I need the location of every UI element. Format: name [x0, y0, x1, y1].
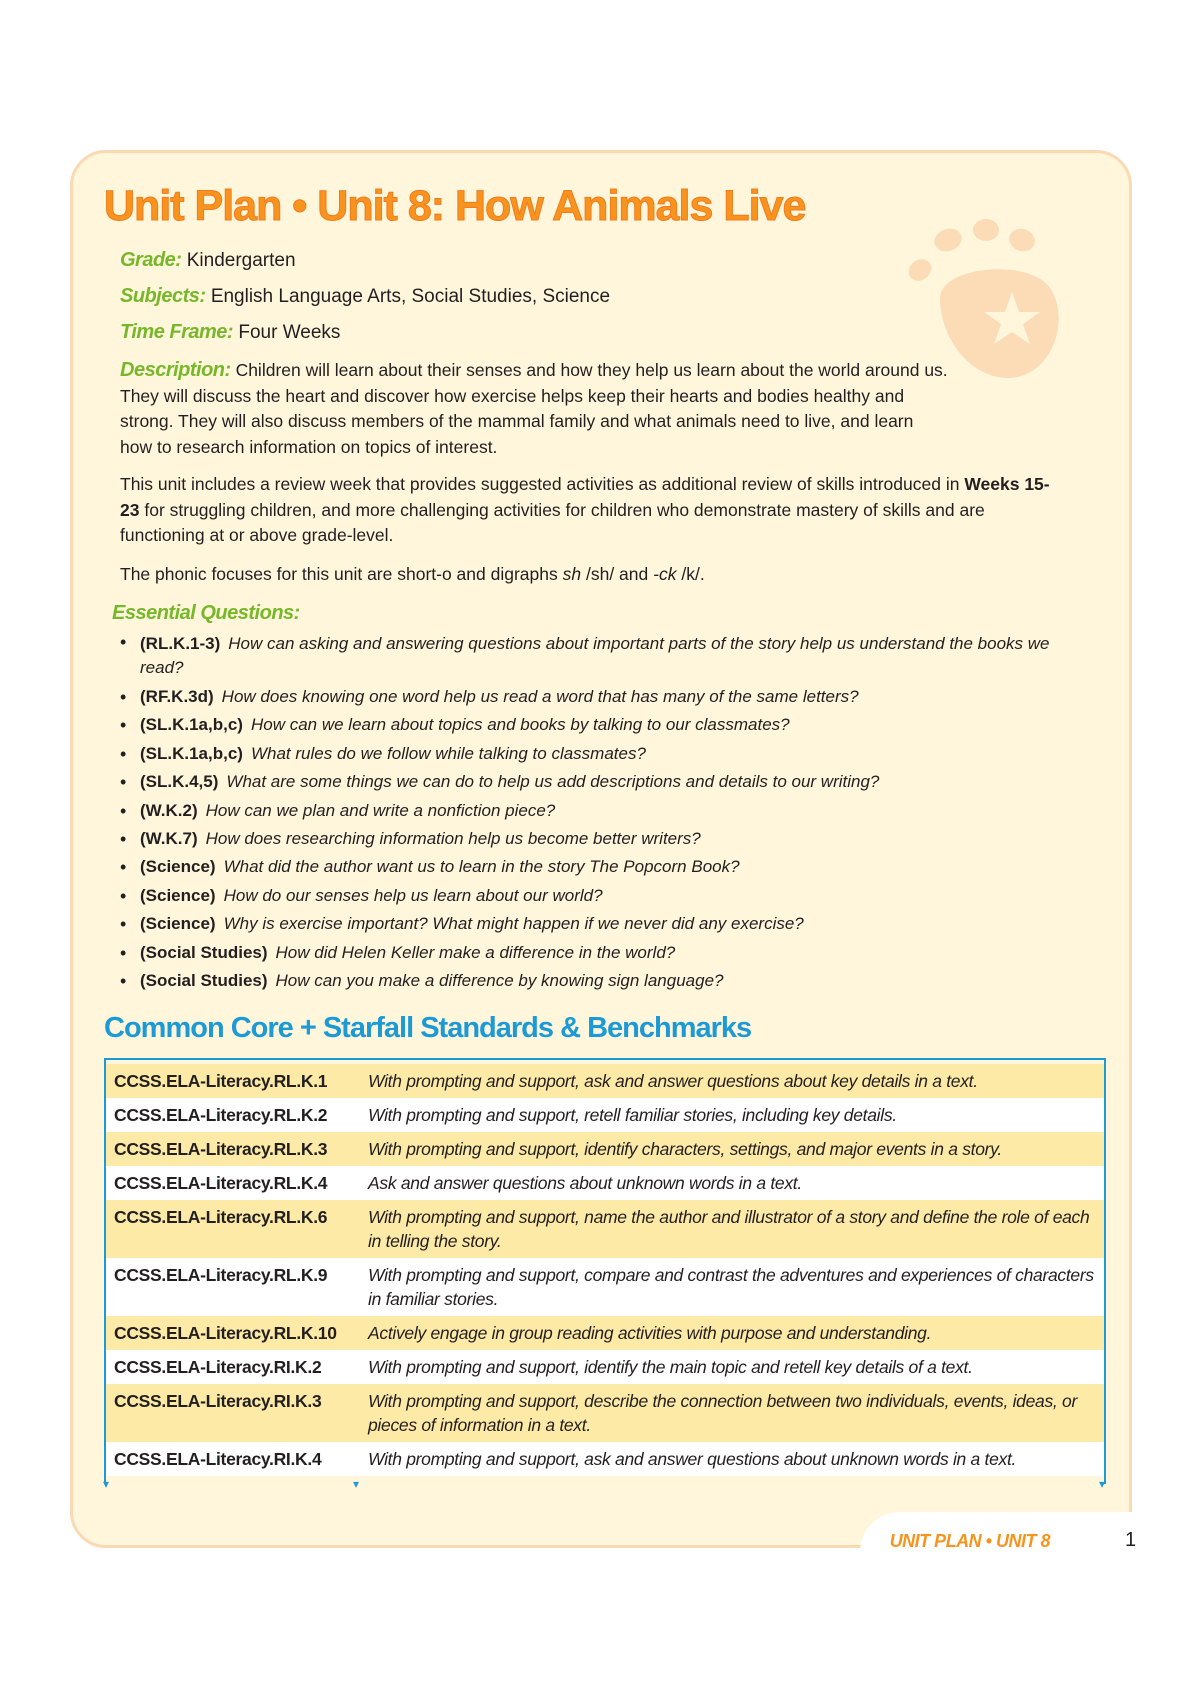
standard-text: With prompting and support, ask and answer questions about key details in a text. — [368, 1071, 978, 1091]
essential-question-item — [118, 853, 1078, 881]
question-code: (SL.K.1a,b,c) — [140, 715, 243, 735]
review-paragraph — [120, 472, 1050, 549]
question-code: (SL.K.1a,b,c) — [140, 743, 243, 763]
question-text: How can you make a difference by knowing sign language? — [275, 971, 724, 991]
timeframe-line — [120, 320, 340, 345]
arrow-down-icon: ▾ — [103, 1477, 110, 1491]
question-text: What rules do we follow while talking to classmates? — [250, 743, 646, 763]
standard-code: CCSS.ELA-Literacy.RL.K.10 — [114, 1323, 337, 1343]
phonic-ck: -ck — [653, 564, 677, 584]
question-text: What are some things we can do to help us add descriptions and details to our writing? — [226, 772, 880, 792]
question-text: How can we learn about topics and books by talking to our classmates? — [250, 715, 790, 735]
arrow-down-icon: ▾ — [1099, 1477, 1106, 1491]
description-text: Children will learn about their senses and how they help us learn about the world around us. They will discuss the heart and discover how exercise helps keep their hearts and bodies healthy and strong. They will also discuss members of the mammal family and what animals need to live, and learn how to research information on topics of interest. — [120, 360, 948, 457]
standard-text: With prompting and support, ask and answer questions about unknown words in a text. — [368, 1449, 1017, 1469]
standard-row — [106, 1098, 1104, 1132]
standards-heading: Common Core + Starfall Standards & Benchmarks — [104, 1012, 752, 1044]
question-text: How does knowing one word help us read a word that has many of the same letters? — [221, 687, 859, 706]
question-text: How do our senses help us learn about our world? — [223, 885, 603, 905]
question-text: How can asking and answering questions about important parts of the story help us understand the books we read? — [140, 634, 1050, 677]
essential-question-item — [118, 797, 1078, 825]
grade-label: Grade: — [120, 249, 182, 271]
standard-row — [106, 1132, 1104, 1166]
phonic-paragraph — [120, 562, 1050, 588]
phonic-sh: sh — [562, 564, 582, 584]
standard-text: With prompting and support, retell familiar stories, including key details. — [368, 1105, 897, 1125]
description-label: Description: — [120, 359, 231, 381]
question-code: (SL.K.4,5) — [140, 772, 219, 792]
page-number: 1 — [1125, 1529, 1137, 1551]
question-code: (Science) — [140, 914, 216, 934]
question-text: How can we plan and write a nonfiction piece? — [205, 800, 556, 820]
standard-code: CCSS.ELA-Literacy.RL.K.3 — [114, 1139, 328, 1159]
essential-question-item — [118, 711, 1078, 739]
essential-question-item — [118, 630, 1078, 683]
standard-code: CCSS.ELA-Literacy.RI.K.3 — [114, 1391, 322, 1411]
standard-code: CCSS.ELA-Literacy.RL.K.1 — [114, 1071, 328, 1091]
question-text: How does researching information help us become better writers? — [205, 829, 701, 849]
review-weeks: Weeks 15-23 — [120, 474, 1050, 520]
question-code: (Science) — [140, 857, 216, 877]
standard-code: CCSS.ELA-Literacy.RL.K.2 — [114, 1105, 328, 1125]
question-code: (W.K.7) — [140, 829, 198, 849]
essential-questions-list — [118, 630, 1078, 995]
standard-code: CCSS.ELA-Literacy.RL.K.4 — [114, 1173, 328, 1193]
essential-question-item — [118, 967, 1078, 995]
question-code: (Social Studies) — [140, 942, 268, 962]
question-code: (Social Studies) — [140, 971, 268, 991]
essential-questions-heading: Essential Questions: — [112, 602, 300, 624]
standard-text: With prompting and support, identify characters, settings, and major events in a story. — [368, 1139, 1002, 1159]
question-text: How did Helen Keller make a difference in the world? — [275, 942, 676, 962]
question-text: What did the author want us to learn in the story The Popcorn Book? — [223, 857, 740, 877]
subjects-label: Subjects: — [120, 285, 206, 307]
standard-row — [106, 1258, 1104, 1316]
standard-row — [106, 1316, 1104, 1350]
question-code: (W.K.2) — [140, 800, 198, 820]
phonic-text: The phonic focuses for this unit are short-o and digraphs — [120, 564, 558, 584]
standard-row — [106, 1064, 1104, 1098]
standard-code: CCSS.ELA-Literacy.RI.K.2 — [114, 1357, 322, 1377]
standard-text: Actively engage in group reading activities with purpose and understanding. — [368, 1323, 932, 1343]
grade-value: Kindergarten — [186, 250, 296, 271]
standards-table — [104, 1058, 1106, 1484]
standard-row — [106, 1384, 1104, 1442]
standard-row — [106, 1350, 1104, 1384]
standard-text: Ask and answer questions about unknown words in a text. — [368, 1173, 802, 1193]
essential-question-item — [118, 740, 1078, 768]
question-code: (RL.K.1-3) — [140, 634, 221, 653]
standard-row — [106, 1166, 1104, 1200]
page-title: Unit Plan • Unit 8: How Animals Live — [104, 182, 806, 230]
standard-row — [106, 1200, 1104, 1258]
essential-question-item — [118, 882, 1078, 910]
timeframe-value: Four Weeks — [238, 322, 341, 343]
standard-row — [106, 1442, 1104, 1476]
question-code: (RF.K.3d) — [140, 687, 214, 706]
question-code: (Science) — [140, 885, 216, 905]
grade-line — [120, 248, 296, 273]
standard-text: With prompting and support, describe the connection between two individuals, events, ideas, or pieces of information in a text. — [368, 1391, 1078, 1435]
essential-question-item — [118, 939, 1078, 967]
essential-question-item — [118, 825, 1078, 853]
subjects-value: English Language Arts, Social Studies, Science — [210, 286, 611, 307]
standard-code: CCSS.ELA-Literacy.RL.K.6 — [114, 1207, 328, 1227]
standard-text: With prompting and support, name the author and illustrator of a story and define the role of each in telling the story. — [368, 1207, 1090, 1251]
standard-code: CCSS.ELA-Literacy.RL.K.9 — [114, 1265, 328, 1285]
standard-text: With prompting and support, identify the main topic and retell key details of a text. — [368, 1357, 973, 1377]
phonic-sh-sound: /sh/ and — [585, 564, 649, 584]
essential-question-item — [118, 683, 1078, 711]
timeframe-label: Time Frame: — [120, 321, 234, 343]
question-text: Why is exercise important? What might happen if we never did any exercise? — [223, 914, 804, 934]
footer-label: UNIT PLAN • UNIT 8 — [889, 1531, 1050, 1551]
review-text-after: for struggling children, and more challenging activities for children who demonstrate mastery of skills and are functioning at or above grade-level. — [120, 499, 985, 545]
description — [120, 358, 950, 460]
standard-code: CCSS.ELA-Literacy.RI.K.4 — [114, 1449, 322, 1469]
review-text-before: This unit includes a review week that provides suggested activities as additional review of skills introduced in — [120, 474, 960, 494]
standard-text: With prompting and support, compare and contrast the adventures and experiences of characters in familiar stories. — [368, 1265, 1094, 1309]
arrow-down-icon: ▾ — [353, 1477, 360, 1491]
subjects-line — [120, 284, 610, 309]
phonic-ck-sound: /k/. — [681, 564, 705, 584]
essential-question-item — [118, 910, 1078, 938]
essential-question-item — [118, 768, 1078, 796]
